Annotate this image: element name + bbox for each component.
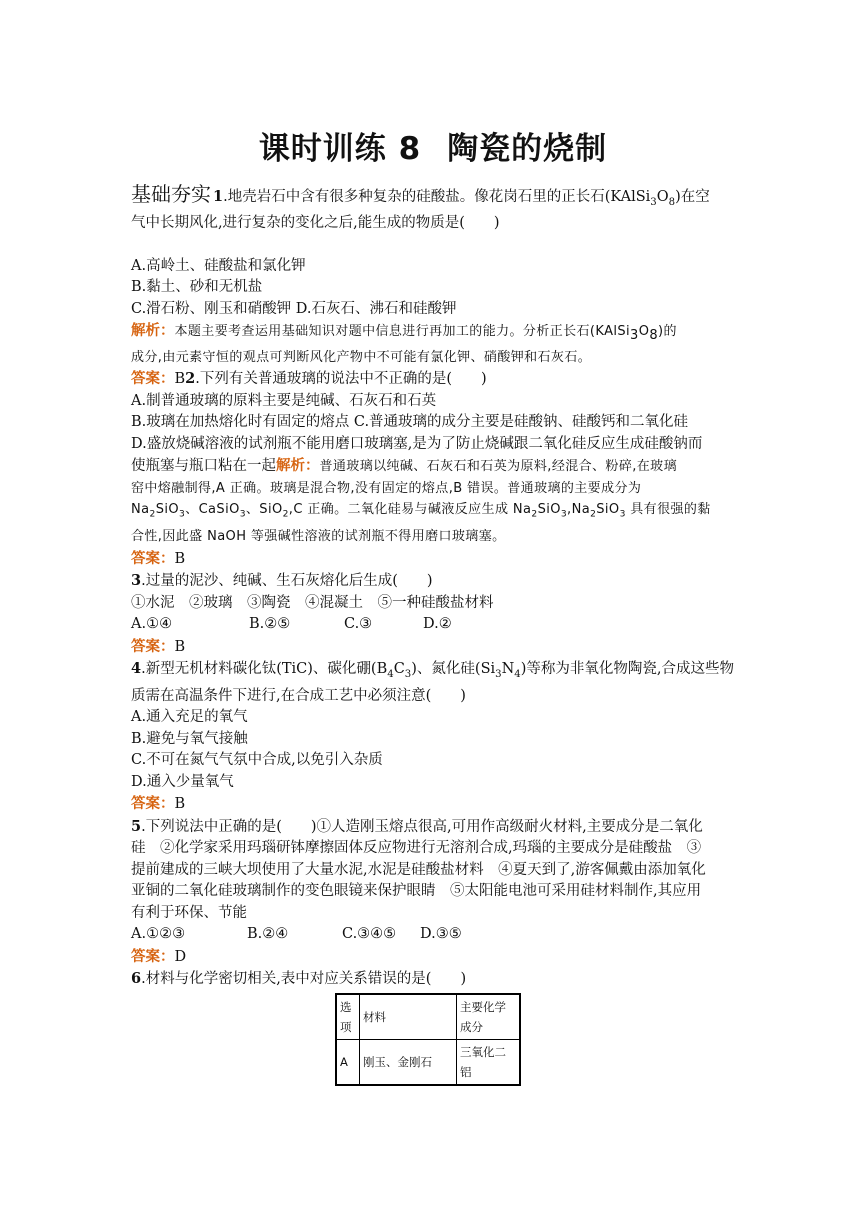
q5-answer: D	[174, 948, 187, 965]
q2-stem: .下列有关普通玻璃的说法中不正确的是( )	[195, 371, 487, 388]
q5-answer-line	[131, 946, 735, 969]
q4-s1g: N	[501, 661, 515, 678]
q2-exp-3q: 具有很强的黏	[625, 502, 711, 518]
q2-exp-3f: 3	[239, 509, 246, 520]
q1-stem-a: .地壳岩石中含有很多种复杂的硅酸盐。像花岗石里的正长石(KAlSi	[223, 189, 651, 205]
q4-answer-label: 答案：	[131, 795, 175, 813]
q2-option-d-line2	[131, 455, 735, 478]
q5-option-b: B.②④	[247, 926, 289, 943]
q2-exp-3k: SiO	[537, 502, 561, 518]
q1-exp-1b: 3	[630, 328, 639, 344]
q2-explanation-line2: 窑中熔融制得,A 正确。玻璃是混合物,没有固定的熔点,B 错误。普通玻璃的主要成分为	[131, 480, 642, 496]
q4-s1c: C	[393, 661, 405, 678]
q3-options	[131, 614, 735, 636]
q5-stem-line5: 有利于环保、节能	[131, 904, 247, 921]
q2-exp-3o: SiO	[596, 502, 620, 518]
q1-stem-c: O	[656, 189, 669, 205]
q5-line1: .下列说法中正确的是( )①人造刚玉熔点很高,可用作高级耐火材料,主要成分是二氧化	[141, 818, 703, 835]
q1-option-cd: C.滑石粉、刚玉和硝酸钾 D.石灰石、沸石和硅酸钾	[131, 300, 457, 317]
table-row	[336, 994, 520, 1040]
q2-explanation-line4: 合性,因此盛 NaOH 等强碱性溶液的试剂瓶不得用磨口玻璃塞。	[131, 529, 506, 545]
q4-stem-line2: 质需在高温条件下进行,在合成工艺中必须注意( )	[131, 687, 466, 704]
q3-items: ①水泥 ②玻璃 ③陶瓷 ④混凝土 ⑤一种硅酸盐材料	[131, 594, 494, 611]
q2-exp-3g: 、SiO	[245, 502, 283, 518]
q2-exp-3d: 3	[178, 509, 186, 520]
q6-stem	[131, 968, 735, 991]
q1-answer-label: 答案：	[131, 370, 175, 388]
q1-stem-sub2: 8	[668, 196, 676, 208]
q2-exp-3h: 2	[282, 509, 289, 520]
q1-answer: B	[174, 371, 186, 388]
q3-number: 3	[131, 572, 142, 590]
q2-exp-3i: ,C 正确。二氧化硅易与碱液反应生成 Na	[288, 502, 532, 518]
table-cell-material: 刚玉、金刚石	[360, 1039, 457, 1085]
table-header-composition: 主要化学成分	[457, 994, 521, 1040]
q2-option-d-line1: D.盛放烧碱溶液的试剂瓶不能用磨口玻璃塞,是为了防止烧碱跟二氧化硅反应生成硅酸钠而	[131, 435, 703, 452]
q6-stem-text: .材料与化学密切相关,表中对应关系错误的是( )	[141, 971, 467, 988]
q4-option-c: C.不可在氮气气氛中合成,以免引入杂质	[131, 752, 383, 769]
q3-option-d: D.②	[423, 616, 452, 633]
q2-option-a: A.制普通玻璃的原料主要是纯碱、石灰石和石英	[131, 392, 437, 409]
q1-exp-1e: )的	[658, 324, 677, 340]
title-lesson: 课时训练 8	[258, 131, 422, 167]
q1-option-b: B.黏土、砂和无机盐	[131, 279, 263, 296]
q5-answer-label: 答案：	[131, 947, 175, 965]
q4-s1i: )等称为非氧化物陶瓷,合成这些物	[520, 661, 734, 678]
q4-stem-line1	[131, 658, 735, 685]
q4-option-d: D.通入少量氧气	[131, 773, 234, 790]
q5-options	[131, 924, 735, 946]
q5-option-d: D.③⑤	[420, 926, 462, 943]
q2-exp-3j: 2	[531, 509, 538, 520]
q3-option-b: B.②⑤	[249, 616, 291, 633]
q2-exp-3c: SiO	[155, 502, 179, 518]
q4-option-a: A.通入充足的氧气	[131, 709, 248, 726]
q1-exp-1c: O	[638, 324, 650, 340]
q3-answer-line	[131, 636, 735, 659]
table-header-material: 材料	[360, 994, 457, 1040]
q4-s1e: )、氮化硅(Si	[411, 661, 496, 678]
table-header-option: 选项	[336, 994, 360, 1040]
q4-number: 4	[131, 660, 142, 678]
q3-answer-label: 答案：	[131, 637, 175, 655]
q2-explanation-1: 普通玻璃以纯碱、石灰石和石英为原料,经混合、粉碎,在玻璃	[319, 459, 677, 475]
q1-explanation-line2: 成分,由元素守恒的观点可判断风化产物中不可能有氯化钾、硝酸钾和石灰石。	[131, 349, 592, 365]
q5-stem-line4: 亚铜的二氧化硅玻璃制作的变色眼镜来保护眼睛 ⑤太阳能电池可采用硅材料制作,其应用	[131, 883, 702, 900]
q4-answer: B	[174, 796, 186, 813]
q5-stem-line2: 硅 ②化学家采用玛瑙研钵摩擦固体反应物进行无溶剂合成,玛瑙的主要成分是硅酸盐 ③	[131, 840, 702, 857]
q4-s1h: 4	[514, 669, 521, 681]
q2-exp-3e: 、CaSiO	[185, 502, 240, 518]
q5-number: 5	[131, 817, 142, 835]
q1-exp-1a: 本题主要考查运用基础知识对题中信息进行再加工的能力。分析正长石(KAlSi	[174, 324, 631, 340]
q3-option-a: A.①④	[131, 616, 173, 633]
q2-explanation-label: 解析：	[276, 457, 320, 475]
q4-option-b: B.避免与氧气接触	[131, 730, 248, 747]
q1-exp-1d: 8	[649, 328, 659, 344]
q5-option-c: C.③④⑤	[342, 926, 397, 943]
q1-explanation-label: 解析：	[131, 322, 175, 340]
q5-option-a: A.①②③	[131, 926, 186, 943]
q2-explanation-line3	[131, 499, 735, 526]
q5-stem-line3: 提前建成的三峡大坝使用了大量水泥,水泥是硅酸盐材料 ④夏天到了,游客佩戴由添加氧化	[131, 861, 706, 878]
q2-answer: B	[174, 550, 186, 567]
q1-explanation-line1	[131, 320, 735, 346]
q6-number: 6	[131, 970, 142, 988]
page-title	[131, 126, 735, 172]
q6-table	[335, 993, 521, 1086]
q2-option-bc: B.玻璃在加热熔化时有固定的熔点 C.普通玻璃的成分主要是硅酸钠、硅酸钙和二氧化硅	[131, 414, 689, 431]
q1-stem-sub1: 3	[650, 196, 657, 208]
q4-s1b: 4	[387, 669, 394, 681]
q2-answer-line	[131, 548, 735, 571]
q2-exp-3n: 2	[590, 509, 597, 520]
q5-stem-line1	[131, 816, 735, 839]
q2-answer-label: 答案：	[131, 549, 175, 567]
q4-s1a: .新型无机材料碳化钛(TiC)、碳化硼(B	[141, 661, 388, 678]
q2-number: 2	[185, 370, 196, 388]
q2-option-d-end: 使瓶塞与瓶口粘在一起	[131, 458, 276, 475]
table-cell-composition: 三氧化二铝	[457, 1039, 521, 1085]
q3-answer: B	[174, 638, 186, 655]
q1-stem-e: )在空	[675, 189, 710, 205]
q2-exp-3p: 3	[619, 509, 626, 520]
q1-option-a: A.高岭土、硅酸盐和氯化钾	[131, 257, 306, 274]
q1-stem-line1	[131, 184, 735, 213]
q4-answer-line	[131, 793, 735, 816]
q4-s1d: 3	[404, 669, 412, 681]
q2-exp-3l: 3	[560, 509, 568, 520]
document-page	[131, 126, 735, 1086]
q3-option-c: C.③	[344, 616, 373, 633]
table-row	[336, 1039, 520, 1085]
q1-answer-q2-stem	[131, 368, 735, 391]
section-heading: 基础夯实	[131, 182, 211, 206]
table-cell-option: A	[336, 1039, 360, 1085]
q1-stem-line2: 气中长期风化,进行复杂的变化之后,能生成的物质是( )	[131, 215, 500, 232]
q2-exp-3m: ,Na	[567, 502, 591, 518]
q3-stem-text: .过量的泥沙、纯碱、生石灰熔化后生成( )	[141, 573, 433, 590]
title-topic: 陶瓷的烧制	[447, 131, 608, 167]
q1-number: 1	[213, 188, 224, 205]
q2-exp-3b: 2	[149, 509, 156, 520]
q4-s1f: 3	[495, 669, 502, 681]
q2-exp-3a: Na	[131, 502, 150, 518]
q3-stem	[131, 570, 735, 593]
